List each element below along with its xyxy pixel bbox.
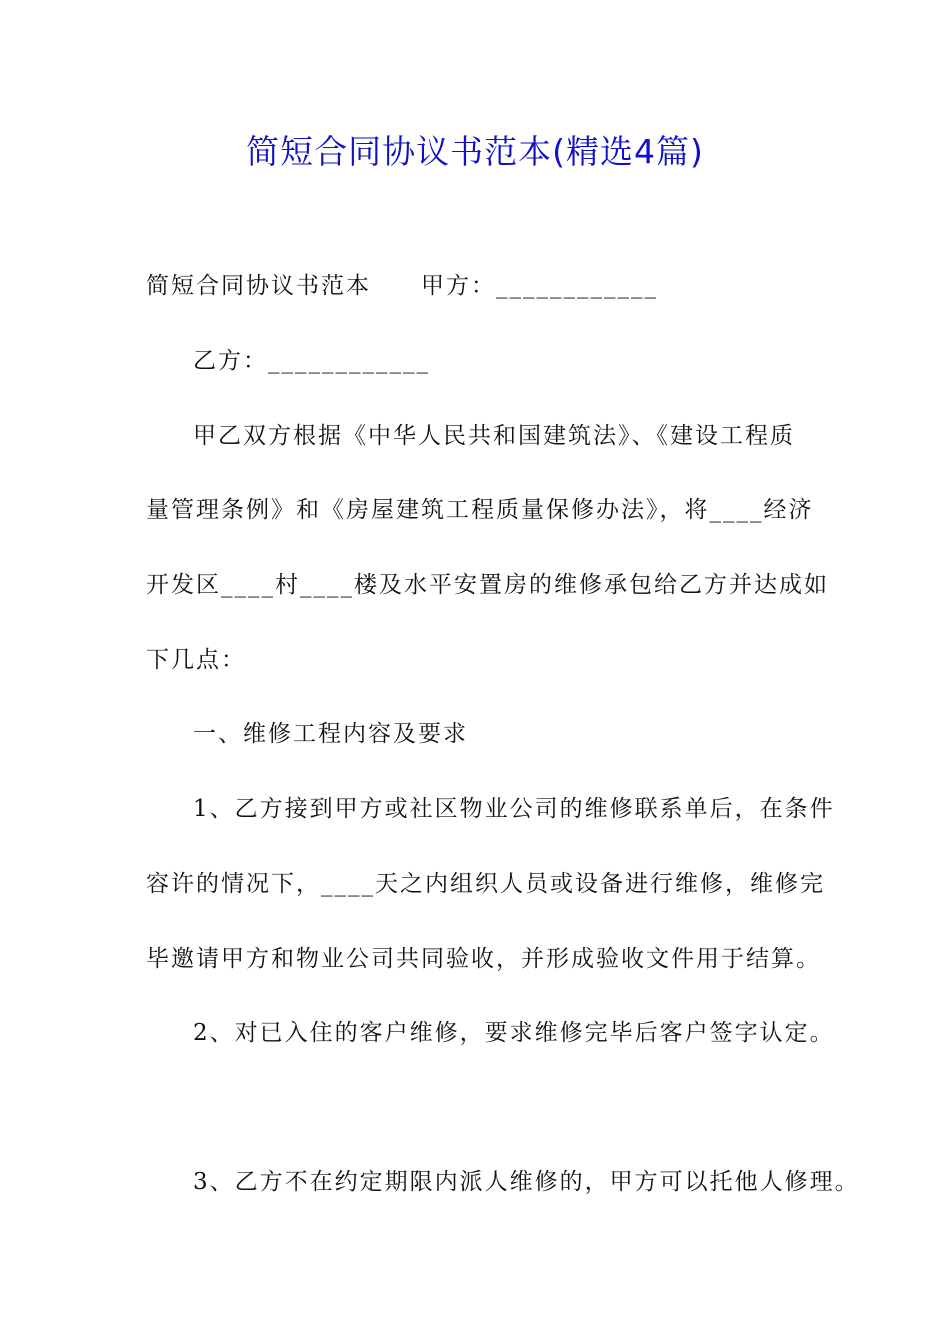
clause-line: 1、乙方接到甲方或社区物业公司的维修联系单后，在条件 xyxy=(193,796,835,822)
paragraph-line: 开发区____村____楼及水平安置房的维修承包给乙方并达成如 xyxy=(146,572,829,598)
clause-line: 毕邀请甲方和物业公司共同验收，并形成验收文件用于结算。 xyxy=(146,946,821,972)
paragraph-line: 量管理条例》和《房屋建筑工程质量保修办法》，将____经济 xyxy=(146,497,814,523)
document-title: 简短合同协议书范本(精选4篇) xyxy=(246,132,704,171)
header-line: 简短合同协议书范本 甲方：____________ xyxy=(146,273,658,299)
clause-line: 3、乙方不在约定期限内派人维修的，甲方可以托他人修理。 xyxy=(193,1169,860,1195)
paragraph-line: 甲乙双方根据《中华人民共和国建筑法》、《建设工程质 xyxy=(193,423,795,449)
section-heading: 一、维修工程内容及要求 xyxy=(193,721,468,747)
party-b-line: 乙方：____________ xyxy=(193,348,430,374)
clause-line: 容许的情况下，____天之内组织人员或设备进行维修，维修完 xyxy=(146,871,825,897)
paragraph-line: 下几点： xyxy=(146,647,246,673)
clause-line: 2、对已入住的客户维修，要求维修完毕后客户签字认定。 xyxy=(193,1020,835,1046)
